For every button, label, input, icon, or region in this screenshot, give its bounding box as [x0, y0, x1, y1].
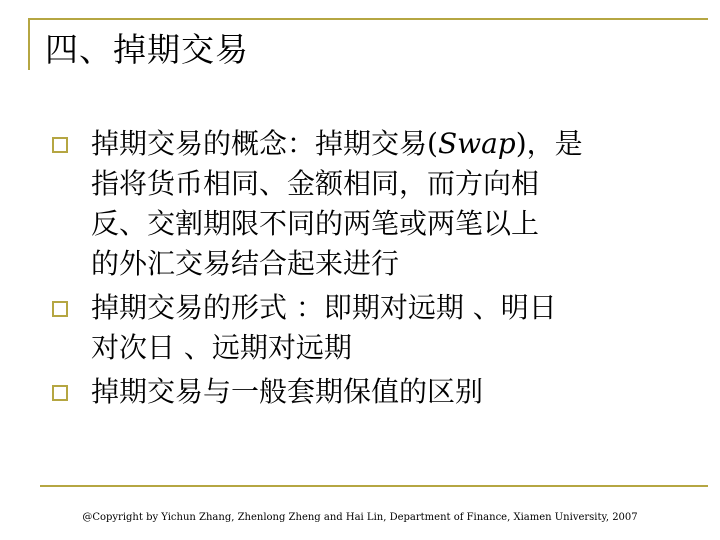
bullet-text: )，是	[515, 127, 583, 160]
copyright-footer: @Copyright by Yichun Zhang, Zhenlong Zheng and Hai Lin, Department of Finance, Xiamen University, 2007	[82, 512, 638, 523]
bullet-line: 指将货币相同、金额相同，而方向相	[91, 167, 540, 200]
bullet-line: 反、交割期限不同的两笔或两笔以上	[91, 207, 540, 240]
bullet-item-swap-forms	[52, 288, 672, 368]
left-rule	[28, 18, 30, 70]
bottom-rule	[40, 485, 708, 487]
bullet-line: 的外汇交易结合起来进行	[91, 247, 400, 280]
swap-term: Swap	[437, 127, 516, 160]
square-bullet-icon	[52, 385, 68, 401]
square-bullet-icon	[52, 137, 68, 153]
bullet-item-swap-definition	[52, 124, 672, 284]
square-bullet-icon	[52, 301, 68, 317]
bullet-line: 掉期交易的形式 ：即期对远期 、明日	[91, 291, 557, 324]
bullet-text: 掉期交易的概念：掉期交易(	[91, 127, 438, 160]
bullet-list	[52, 124, 672, 416]
bullet-item-swap-vs-hedging	[52, 372, 672, 412]
slide-title: 四、掉期交易	[45, 30, 249, 69]
top-rule	[28, 18, 708, 20]
bullet-line	[91, 124, 672, 164]
bullet-line: 掉期交易与一般套期保值的区别	[91, 375, 484, 408]
bullet-line: 对次日 、远期对远期	[91, 331, 352, 364]
